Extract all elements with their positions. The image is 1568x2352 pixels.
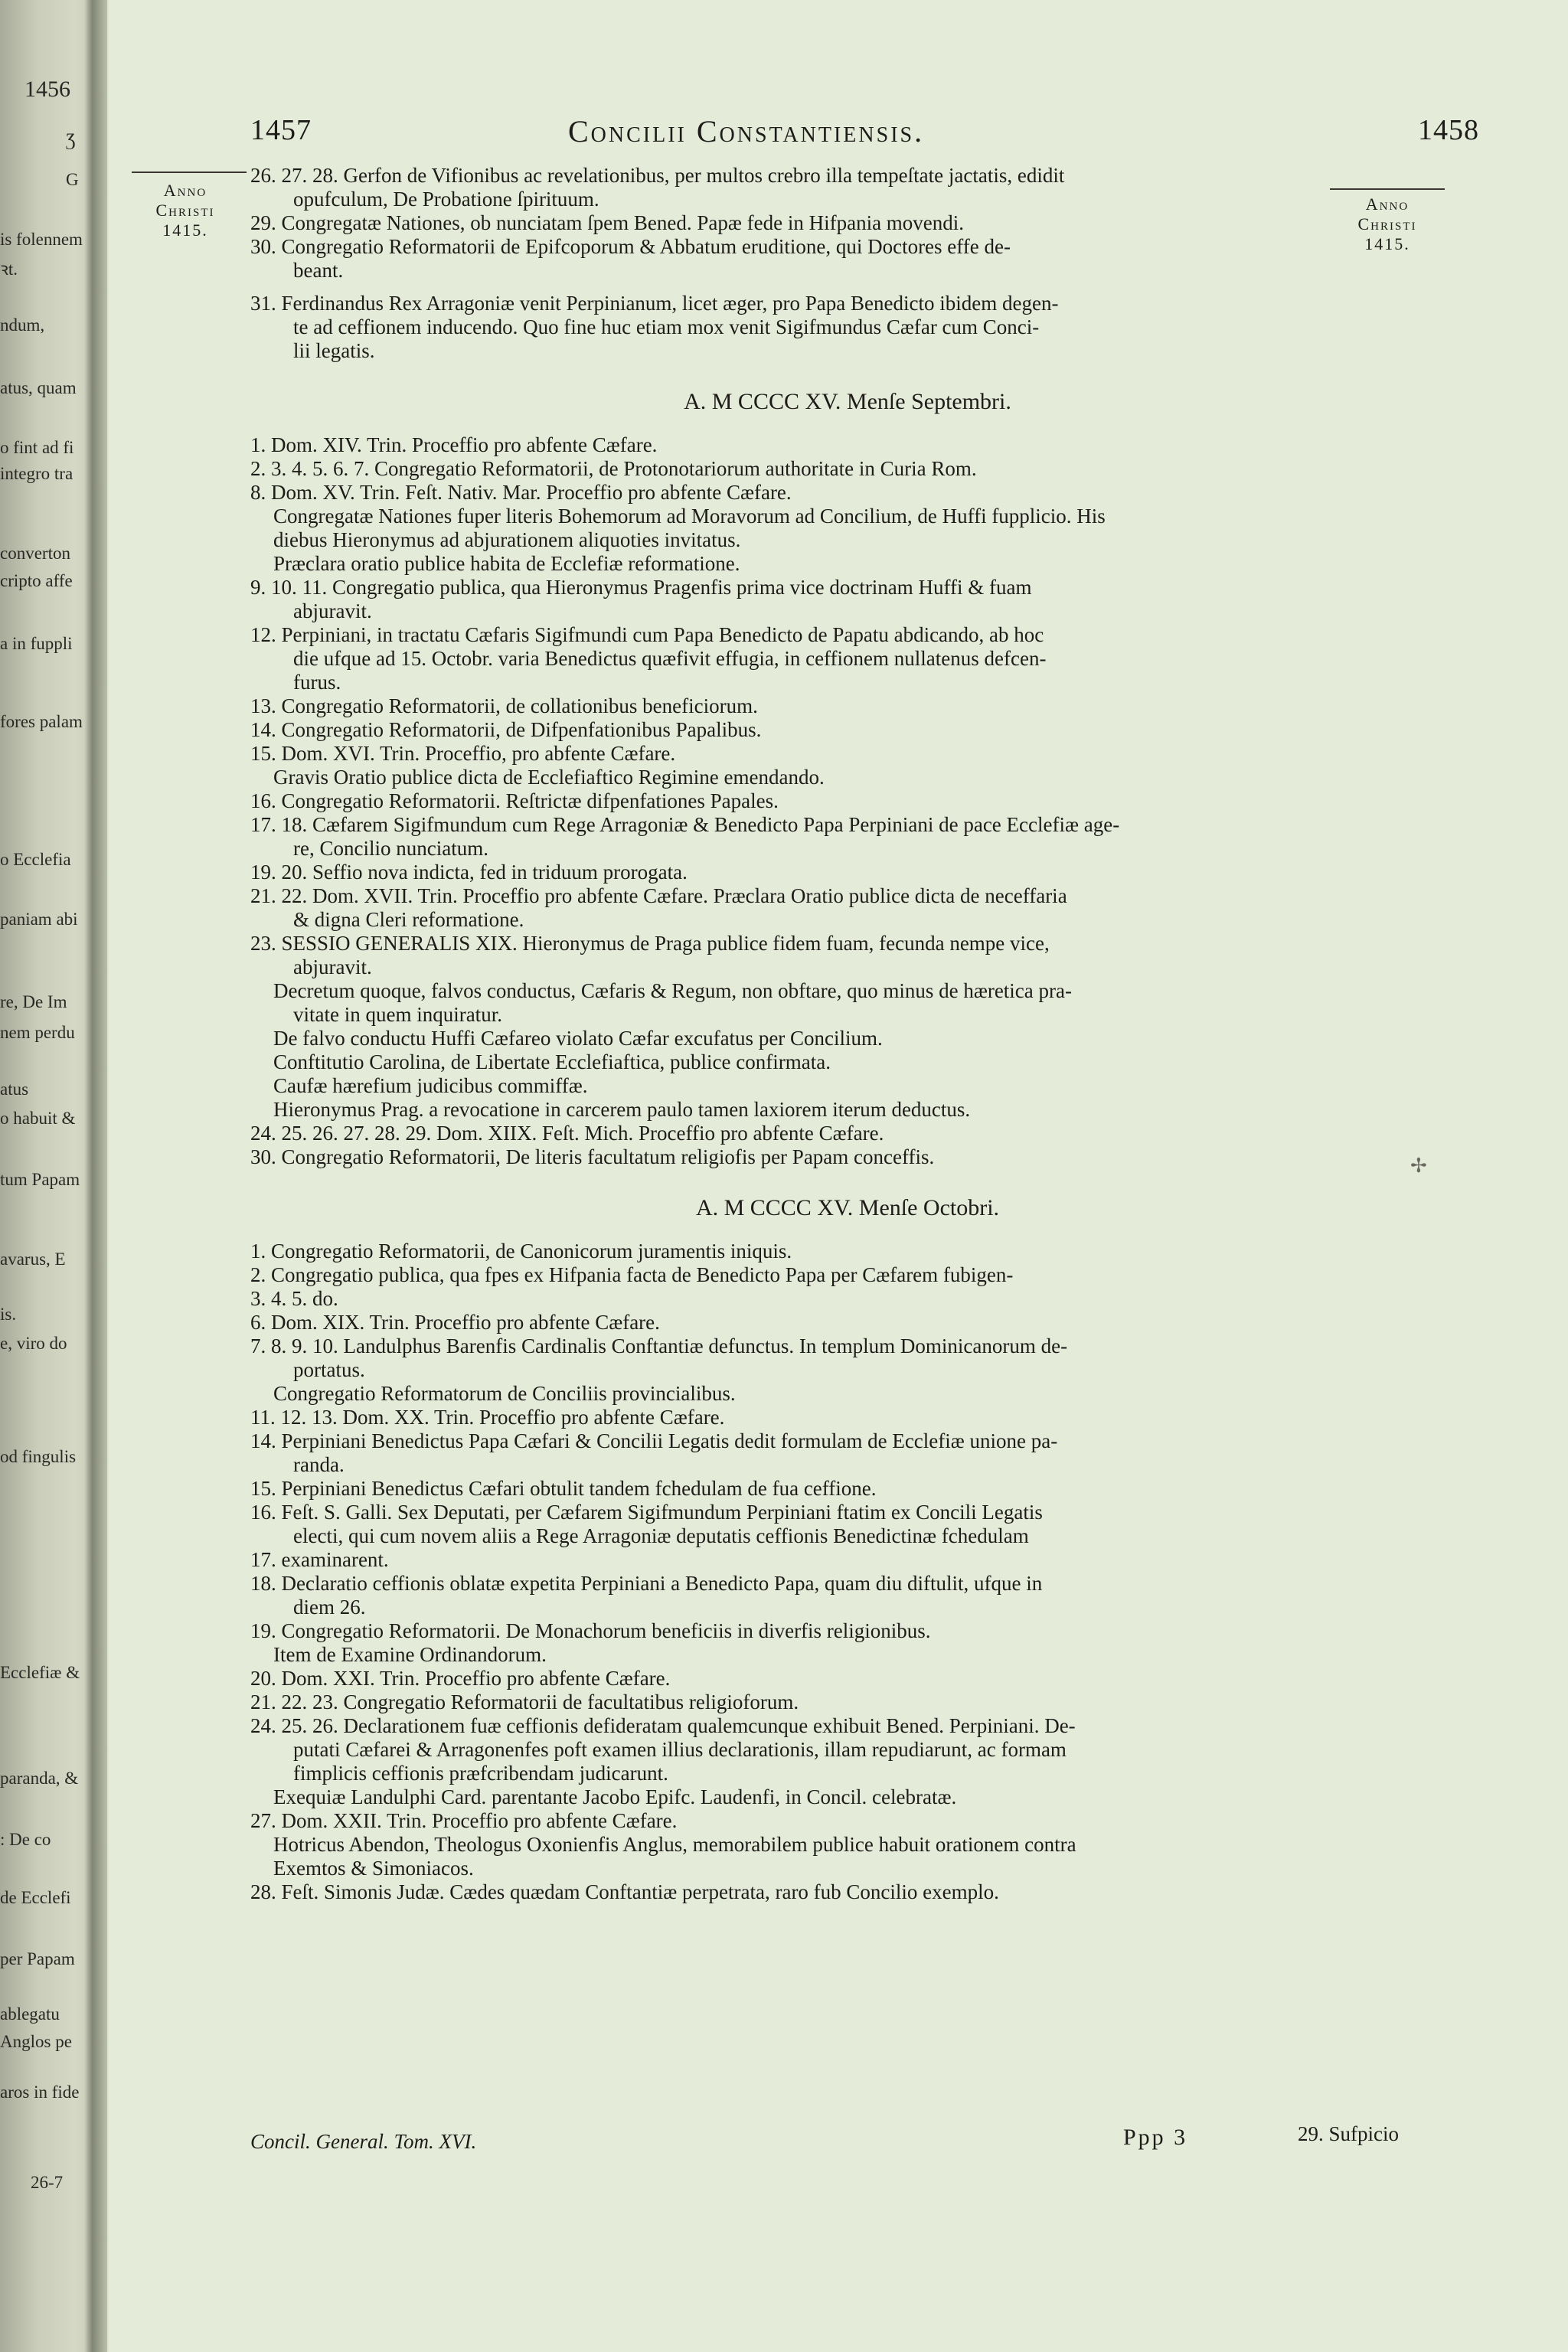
text-line: 20. Dom. XXI. Trin. Proceffio pro abfente Cæfare. xyxy=(250,1667,671,1690)
text-line: 21. 22. 23. Congregatio Reformatorii de facultatibus religioforum. xyxy=(250,1690,799,1713)
paper-speck-icon: ✢ xyxy=(1410,1155,1427,1177)
prev-page-fragment: o habuit & xyxy=(0,1109,76,1128)
margin-note-left xyxy=(132,181,239,240)
page-number-right: 1458 xyxy=(1418,114,1479,146)
text-line: opufculum, De Probatione ſpirituum. xyxy=(293,188,599,211)
text-line: Congregatæ Nationes fuper literis Bohemorum ad Moravorum ad Concilium, de Huffi fupplicio. His xyxy=(273,505,1106,528)
prev-page-fragment: is folennem xyxy=(0,230,83,249)
prev-page-fragment: G xyxy=(66,170,79,189)
margin-note-christi: Christi xyxy=(1357,214,1417,234)
text-line: 8. Dom. XV. Trin. Feſt. Nativ. Mar. Proceffio pro abfente Cæfare. xyxy=(250,481,792,504)
text-line: Conftitutio Carolina, de Libertate Ecclefiaftica, publice confirmata. xyxy=(273,1050,831,1073)
text-line: 19. 20. Seffio nova indicta, fed in triduum prorogata. xyxy=(250,861,688,884)
text-line: vitate in quem inquiratur. xyxy=(293,1003,502,1026)
text-line: 24. 25. 26. 27. 28. 29. Dom. XIIX. Feſt. Mich. Proceffio pro abfente Cæfare. xyxy=(250,1122,884,1145)
prev-page-fragment: Ʒ xyxy=(66,130,76,149)
text-line: 30. Congregatio Reformatorii de Epifcoporum & Abbatum eruditione, qui Doctores effe de- xyxy=(250,235,1011,258)
text-line: 6. Dom. XIX. Trin. Proceffio pro abfente Cæfare. xyxy=(250,1311,660,1334)
text-line: 12. Perpiniani, in tractatu Cæfaris Sigifmundi cum Papa Benedicto de Papatu abdicando, ab hoc xyxy=(250,623,1044,646)
text-line: lii legatis. xyxy=(293,339,375,362)
prev-page-fragment: ndum, xyxy=(0,315,45,335)
prev-page-fragment: 26-7 xyxy=(31,2173,64,2192)
text-line: Hieronymus Prag. a revocatione in carcerem paulo tamen laxiorem iterum deductus. xyxy=(273,1098,971,1121)
prev-page-fragment: o fint ad fi xyxy=(0,438,74,457)
text-line: Decretum quoque, falvos conductus, Cæfaris & Regum, non obftare, quo minus de hæretica pra- xyxy=(273,979,1072,1002)
text-line: 31. Ferdinandus Rex Arragoniæ venit Perpinianum, licet æger, pro Papa Benedicto ibidem degen- xyxy=(250,292,1059,315)
text-line: De falvo conductu Huffi Cæfareo violato Cæfar excufatus per Concilium. xyxy=(273,1027,883,1050)
prev-page-fragment: aros in fide xyxy=(0,2082,80,2102)
text-line: 9. 10. 11. Congregatio publica, qua Hieronymus Pragenfis prima vice doctrinam Huffi & fuam xyxy=(250,576,1032,599)
prev-page-fragment: de Ecclefi xyxy=(0,1888,71,1907)
text-line: 28. Feſt. Simonis Judæ. Cædes quædam Conftantiæ perpetrata, raro fub Concilio exemplo. xyxy=(250,1880,999,1903)
text-line: Exequiæ Landulphi Card. parentante Jacobo Epifc. Laudenfi, in Concil. celebratæ. xyxy=(273,1785,957,1808)
prev-page-fragment: Anglos pe xyxy=(0,2032,72,2051)
prev-page-fragment: ꝛt. xyxy=(0,260,18,279)
text-line: 27. Dom. XXII. Trin. Proceffio pro abfente Cæfare. xyxy=(250,1809,678,1832)
text-line: furus. xyxy=(293,671,341,694)
text-line: 21. 22. Dom. XVII. Trin. Proceffio pro abfente Cæfare. Præclara Oratio publice dicta de neceffaria xyxy=(250,884,1067,907)
catchword: 29. Sufpicio xyxy=(1298,2122,1399,2145)
book-spine-shadow xyxy=(84,0,109,2352)
prev-page-fragment: per Papam xyxy=(0,1949,75,1968)
text-line: 1. Dom. XIV. Trin. Proceffio pro abfente Cæfare. xyxy=(250,433,658,456)
text-line: 16. Congregatio Reformatorii. Reſtrictæ difpenfationes Papales. xyxy=(250,789,779,812)
text-line: fimplicis ceffionis præfcribendam judicarunt. xyxy=(293,1762,668,1785)
text-line: beant. xyxy=(293,259,344,282)
text-line: 2. Congregatio publica, qua fpes ex Hifpania facta de Benedicto Papa per Cæfarem fubigen- xyxy=(250,1263,1014,1286)
text-line: 18. Declaratio ceffionis oblatæ expetita Perpiniani a Benedicto Papa, quam diu diftulit, ufque in xyxy=(250,1572,1043,1595)
text-line: Caufæ hærefium judicibus commiffæ. xyxy=(273,1074,588,1097)
margin-note-anno: Anno xyxy=(1365,194,1410,214)
prev-page-fragment: atus, quam xyxy=(0,378,77,397)
text-line: 30. Congregatio Reformatorii, De literis facultatum religiofis per Papam conceffis. xyxy=(250,1145,935,1168)
prev-page-fragment: od fingulis xyxy=(0,1447,77,1466)
margin-rule-left xyxy=(132,172,247,173)
text-line: electi, qui cum novem aliis a Rege Arragoniæ deputatis ceffionis Benedictinæ fchedulam xyxy=(293,1524,1029,1547)
prev-page-fragment: : De co xyxy=(0,1830,51,1849)
text-line: 11. 12. 13. Dom. XX. Trin. Proceffio pro abfente Cæfare. xyxy=(250,1406,725,1429)
margin-note-year: 1415. xyxy=(1364,234,1410,253)
text-line: re, Concilio nunciatum. xyxy=(293,837,488,860)
text-line: abjuravit. xyxy=(293,956,372,978)
text-line: te ad ceffionem inducendo. Quo fine huc etiam mox venit Sigifmundus Cæfar cum Conci- xyxy=(293,315,1040,338)
text-line: 26. 27. 28. Gerfon de Vifionibus ac revelationibus, per multos crebro illa tempeſtate jactatis, edidit xyxy=(250,164,1065,187)
text-line: die ufque ad 15. Octobr. varia Benedictus quæfivit effugia, in ceffionem nullatenus defcen- xyxy=(293,647,1047,670)
prev-page-fragment: 1456 xyxy=(24,77,70,102)
text-line: Congregatio Reformatorum de Conciliis provincialibus. xyxy=(273,1382,736,1405)
prev-page-fragment: integro tra xyxy=(0,464,74,483)
prev-page-fragment: is. xyxy=(0,1305,17,1324)
margin-note-anno: Anno xyxy=(163,181,207,200)
text-line: 3. 4. 5. do. xyxy=(250,1287,338,1310)
prev-page-fragment: o Ecclefia xyxy=(0,850,71,869)
prev-page-fragment: cripto affe xyxy=(0,571,73,590)
text-line: 7. 8. 9. 10. Landulphus Barenfis Cardinalis Conftantiæ defunctus. In templum Dominicanorum de- xyxy=(250,1334,1068,1357)
text-line: 17. examinarent. xyxy=(250,1548,389,1571)
text-line: 29. Congregatæ Nationes, ob nunciatam ſpem Bened. Papæ fede in Hifpania movendi. xyxy=(250,211,965,234)
margin-note-christi: Christi xyxy=(155,201,215,220)
text-line: Præclara oratio publice habita de Ecclefiæ reformatione. xyxy=(273,552,740,575)
text-line: abjuravit. xyxy=(293,599,372,622)
prev-page-fragment: converton xyxy=(0,544,70,563)
prev-page-fragment: re, De Im xyxy=(0,992,67,1011)
running-title: Concilii Constantiensis. xyxy=(568,114,925,149)
prev-page-fragment: paniam abi xyxy=(0,910,78,929)
text-line: Hotricus Abendon, Theologus Oxonienfis Anglus, memorabilem publice habuit orationem contra xyxy=(273,1833,1076,1856)
printer-signature-mark: Ppp 3 xyxy=(1123,2125,1188,2150)
text-line: portatus. xyxy=(293,1358,365,1381)
text-line: 1. Congregatio Reformatorii, de Canonicorum juramentis iniquis. xyxy=(250,1240,792,1263)
text-line: Gravis Oratio publice dicta de Ecclefiaftico Regimine emendando. xyxy=(273,766,825,789)
text-line: 2. 3. 4. 5. 6. 7. Congregatio Reformatorii, de Protonotariorum authoritate in Curia Rom. xyxy=(250,457,977,480)
text-line: diem 26. xyxy=(293,1596,366,1619)
prev-page-fragment: e, viro do xyxy=(0,1334,67,1353)
text-line: 15. Perpiniani Benedictus Cæfari obtulit tandem fchedulam de fua ceffione. xyxy=(250,1477,877,1500)
text-line: 14. Congregatio Reformatorii, de Difpenfationibus Papalibus. xyxy=(250,718,762,741)
prev-page-fragment: tum Papam xyxy=(0,1170,80,1189)
text-line: & digna Cleri reformatione. xyxy=(293,908,524,931)
text-line: 13. Congregatio Reformatorii, de collationibus beneficiorum. xyxy=(250,694,758,717)
prev-page-fragment: a in fuppli xyxy=(0,634,73,653)
margin-note-year: 1415. xyxy=(162,220,208,240)
text-line: 15. Dom. XVI. Trin. Proceffio, pro abfente Cæfare. xyxy=(250,742,676,765)
text-line: 23. SESSIO GENERALIS XIX. Hieronymus de Praga publice fidem fuam, fecunda nempe vice, xyxy=(250,932,1050,955)
book-page xyxy=(109,0,1568,2352)
prev-page-fragment: avarus, E xyxy=(0,1250,66,1269)
text-line: 16. Feſt. S. Galli. Sex Deputati, per Cæfarem Sigifmundum Perpiniani ftatim ex Concili Legatis xyxy=(250,1501,1043,1524)
page-number-left: 1457 xyxy=(250,114,312,146)
prev-page-fragment: atus xyxy=(0,1080,29,1099)
text-line: 17. 18. Cæfarem Sigifmundum cum Rege Arragoniæ & Benedicto Papa Perpiniani de pace Ecclefiæ age- xyxy=(250,813,1120,836)
prev-page-fragment: Ecclefiæ & xyxy=(0,1663,80,1682)
prev-page-fragment: paranda, & xyxy=(0,1769,79,1788)
text-line: 24. 25. 26. Declarationem fuæ ceffionis defideratam qualemcunque exhibuit Bened. Perpiniani. De- xyxy=(250,1714,1076,1737)
text-line: 19. Congregatio Reformatorii. De Monachorum beneficiis in diverfis religionibus. xyxy=(250,1619,931,1642)
section-heading-september: A. M CCCC XV. Menſe Septembri. xyxy=(684,389,1011,414)
chronicle-text xyxy=(250,164,1445,1904)
section-heading-october: A. M CCCC XV. Menſe Octobri. xyxy=(695,1195,1000,1220)
prev-page-fragment: ablegatu xyxy=(0,2004,60,2024)
prev-page-fragment: nem perdu xyxy=(0,1023,75,1042)
text-line: 14. Perpiniani Benedictus Papa Cæfari & Concilii Legatis dedit formulam de Ecclefiæ unione pa- xyxy=(250,1429,1058,1452)
prev-page-fragment: fores palam xyxy=(0,712,83,731)
text-line: randa. xyxy=(293,1453,345,1476)
footer-volume-reference: Concil. General. Tom. XVI. xyxy=(250,2130,477,2153)
text-line: Item de Examine Ordinandorum. xyxy=(273,1643,547,1666)
text-line: putati Cæfarei & Arragonenfes poft examen illius declarationis, illam repudiarunt, ac formam xyxy=(293,1738,1067,1761)
text-line: Exemtos & Simoniacos. xyxy=(273,1857,474,1880)
text-line: diebus Hieronymus ad abjurationem aliquoties invitatus. xyxy=(273,528,741,551)
